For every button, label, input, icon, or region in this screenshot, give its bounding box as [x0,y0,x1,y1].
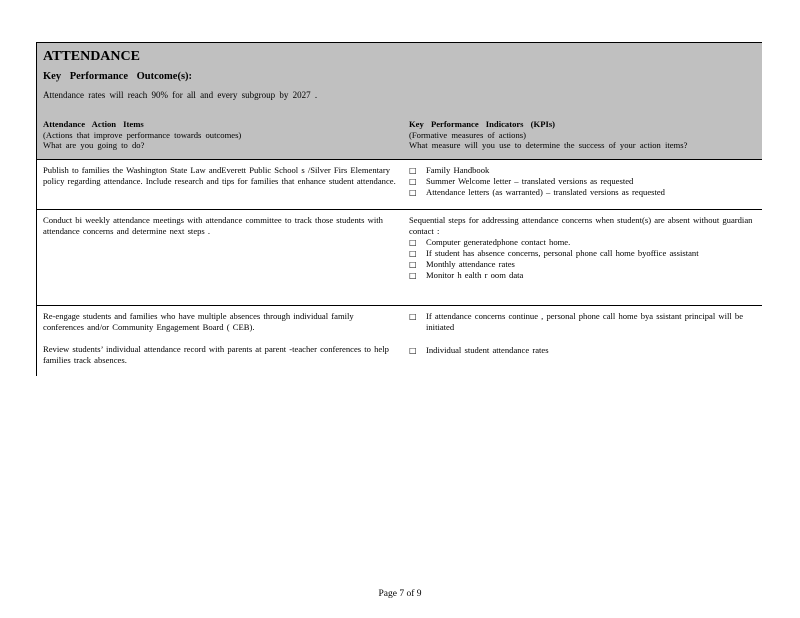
actions-header-subtitle: (Actions that improve performance towards outcomes) [43,129,242,140]
kpi-item [409,248,756,259]
checkbox-bullet-icon: □ [409,166,417,175]
kpi-text: Attendance letters (as warranted) – translated versions as requested [426,187,665,197]
kpi-text: If student has absence concerns, personal phone call home byoffice assistant [426,248,699,258]
kpis-header-question: What measure will you use to determine the success of your action items? [409,140,688,150]
actions-header-title: Attendance Action Items [43,119,144,129]
kpi-item [409,165,756,176]
table-row [37,306,762,376]
action-cell [37,306,403,376]
kpi-text: Computer generatedphone contact home. [426,237,571,247]
checkbox-bullet-icon: □ [409,249,417,258]
kpi-item [409,311,756,333]
kpi-list [409,237,756,281]
kpi-item [409,259,756,270]
checkbox-bullet-icon: □ [409,271,417,280]
kpi-item [409,237,756,248]
table-row [37,210,762,306]
action-cell [37,160,403,209]
outcome-text: Attendance rates will reach 90% for all and every subgroup by 2027 . [43,90,318,100]
kpi-text: Family Handbook [426,165,490,175]
action-item: Conduct bi weekly attendance meetings with attendance committee to track those students with attendance concerns and determine next steps . [43,215,383,236]
kpi-text: Monitor h ealth r oom data [426,270,524,280]
column-header-kpis [409,119,756,151]
checkbox-bullet-icon: □ [409,188,417,197]
kpi-cell [403,210,762,305]
kpi-text: Individual student attendance rates [426,345,549,355]
table-row [37,160,762,210]
action-item: Re-engage students and families who have multiple absences through individual family conferences and/or Community Engagement Board ( CEB). [43,311,354,332]
page-number: Page 7 of 9 [378,589,422,599]
kpi-text: Monthly attendance rates [426,259,515,269]
kpis-header-title: Key Performance Indicators (KPIs) [409,119,556,129]
column-headers [43,119,756,151]
checkbox-bullet-icon: □ [409,260,417,269]
column-header-actions [43,119,409,151]
kpi-item [409,176,756,187]
action-cell [37,210,403,305]
checkbox-bullet-icon: □ [409,312,417,321]
checkbox-bullet-icon: □ [409,346,417,355]
section-title: ATTENDANCE [43,49,140,64]
kpi-list [409,165,756,198]
action-item: Review students’ individual attendance record with parents at parent -teacher conferences to help families track absences. [43,344,389,365]
kpi-text: Summer Welcome letter – translated versions as requested [426,176,634,186]
checkbox-bullet-icon: □ [409,238,417,247]
kpi-intro: Sequential steps for addressing attendance concerns when student(s) are absent without guardian contact : [409,215,753,236]
checkbox-bullet-icon: □ [409,177,417,186]
attendance-table [36,42,762,376]
outcome-heading: Key Performance Outcome(s): [43,71,193,82]
kpi-cell [403,306,762,376]
kpi-item [409,187,756,198]
kpi-item [409,270,756,281]
action-item: Publish to families the Washington State Law andEverett Public School s /Silver Firs Elementary policy regarding attendance. Include research and tips for families that enhance student attendance. [43,165,396,186]
actions-header-question: What are you going to do? [43,140,145,150]
kpi-list [409,311,756,356]
kpi-cell [403,160,762,209]
kpi-item [409,345,756,356]
kpis-header-subtitle: (Formative measures of actions) [409,129,526,140]
table-header-band [37,43,762,160]
kpi-text: If attendance concerns continue , personal phone call home bya ssistant principal will be initiated [426,311,744,332]
